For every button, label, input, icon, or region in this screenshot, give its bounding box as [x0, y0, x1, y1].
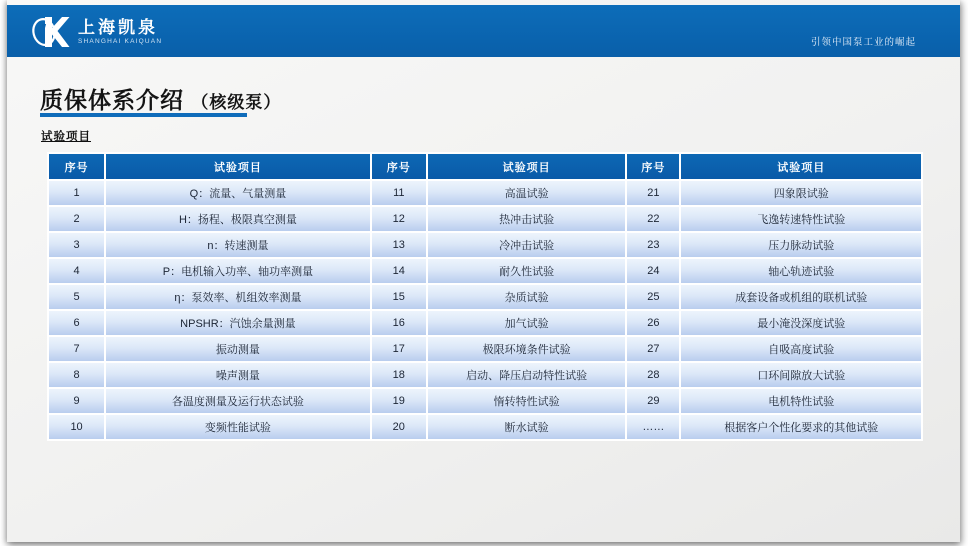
col-header-no: 序号: [627, 154, 679, 179]
row-number-cell: 18: [372, 363, 426, 387]
row-number-cell: 6: [49, 311, 104, 335]
test-item-cell: 电机特性试验: [681, 389, 921, 413]
test-item-cell: 根据客户个性化要求的其他试验: [681, 415, 921, 439]
test-item-cell: 成套设备或机组的联机试验: [681, 285, 921, 309]
presentation-slide: [7, 0, 960, 542]
col-header-item: 试验项目: [428, 154, 625, 179]
row-number-cell: 15: [372, 285, 426, 309]
test-item-cell: 加气试验: [428, 311, 625, 335]
row-number-cell: 28: [627, 363, 679, 387]
row-number-cell: 21: [627, 181, 679, 205]
col-header-item: 试验项目: [106, 154, 370, 179]
page-title-suffix: （核级泵）: [191, 93, 282, 112]
row-number-cell: 10: [49, 415, 104, 439]
test-item-cell: 压力脉动试验: [681, 233, 921, 257]
row-number-cell: 11: [372, 181, 426, 205]
row-number-cell: 25: [627, 285, 679, 309]
test-item-cell: 四象限试验: [681, 181, 921, 205]
test-item-cell: 噪声测量: [106, 363, 370, 387]
test-item-cell: 振动测量: [106, 337, 370, 361]
table-row: [49, 337, 921, 361]
test-item-cell: 飞逸转速特性试验: [681, 207, 921, 231]
col-header-item: 试验项目: [681, 154, 921, 179]
table-row: [49, 363, 921, 387]
table-header-row: [49, 154, 921, 179]
col-header-no: 序号: [372, 154, 426, 179]
test-item-cell: 杂质试验: [428, 285, 625, 309]
test-items-tbody: [49, 181, 921, 439]
test-item-cell: P：电机输入功率、轴功率测量: [106, 259, 370, 283]
table-row: [49, 207, 921, 231]
table-row: [49, 233, 921, 257]
row-number-cell: 3: [49, 233, 104, 257]
row-number-cell: 7: [49, 337, 104, 361]
row-number-cell: 22: [627, 207, 679, 231]
test-item-cell: 惰转特性试验: [428, 389, 625, 413]
section-label: 试验项目: [41, 131, 91, 143]
test-item-cell: 高温试验: [428, 181, 625, 205]
test-item-cell: H：扬程、极限真空测量: [106, 207, 370, 231]
test-item-cell: NPSHR：汽蚀余量测量: [106, 311, 370, 335]
col-header-no: 序号: [49, 154, 104, 179]
table-row: [49, 259, 921, 283]
test-item-cell: 极限环境条件试验: [428, 337, 625, 361]
row-number-cell: 1: [49, 181, 104, 205]
table-row: [49, 389, 921, 413]
row-number-cell: 14: [372, 259, 426, 283]
test-item-cell: 变频性能试验: [106, 415, 370, 439]
test-item-cell: n：转速测量: [106, 233, 370, 257]
row-number-cell: 4: [49, 259, 104, 283]
top-banner: [7, 5, 960, 57]
title-accent-bar: [40, 113, 247, 117]
test-item-cell: 自吸高度试验: [681, 337, 921, 361]
brand-logo: [31, 12, 162, 52]
test-item-cell: 冷冲击试验: [428, 233, 625, 257]
row-number-cell: 20: [372, 415, 426, 439]
row-number-cell: 5: [49, 285, 104, 309]
row-number-cell: 17: [372, 337, 426, 361]
row-number-cell: 16: [372, 311, 426, 335]
test-item-cell: η：泵效率、机组效率测量: [106, 285, 370, 309]
test-item-cell: 轴心轨迹试验: [681, 259, 921, 283]
row-number-cell: 8: [49, 363, 104, 387]
test-item-cell: 耐久性试验: [428, 259, 625, 283]
row-number-cell: 19: [372, 389, 426, 413]
row-number-cell: 13: [372, 233, 426, 257]
row-number-cell: 27: [627, 337, 679, 361]
page-title: [40, 82, 281, 115]
table-row: [49, 415, 921, 439]
row-number-cell: 23: [627, 233, 679, 257]
row-number-cell: 26: [627, 311, 679, 335]
test-item-cell: 断水试验: [428, 415, 625, 439]
kaiquan-k-icon: [31, 12, 71, 52]
test-item-cell: 最小淹没深度试验: [681, 311, 921, 335]
row-number-cell: 24: [627, 259, 679, 283]
row-number-cell: 9: [49, 389, 104, 413]
row-number-cell: 2: [49, 207, 104, 231]
row-number-cell: 12: [372, 207, 426, 231]
test-item-cell: 热冲击试验: [428, 207, 625, 231]
test-item-cell: 口环间隙放大试验: [681, 363, 921, 387]
test-item-cell: 各温度测量及运行状态试验: [106, 389, 370, 413]
table-row: [49, 311, 921, 335]
test-item-cell: Q：流量、气量测量: [106, 181, 370, 205]
test-item-cell: 启动、降压启动特性试验: [428, 363, 625, 387]
page-title-main: 质保体系介绍: [40, 87, 184, 113]
banner-tagline: 引领中国泵工业的崛起: [810, 37, 916, 48]
table-row: [49, 181, 921, 205]
brand-subtitle: SHANGHAI KAIQUAN: [78, 37, 163, 45]
test-items-table: [47, 152, 923, 441]
row-number-cell: 29: [627, 389, 679, 413]
row-number-cell: ……: [627, 415, 679, 439]
table-row: [49, 285, 921, 309]
brand-text: [78, 19, 162, 46]
brand-name: 上海凯泉: [78, 17, 158, 37]
